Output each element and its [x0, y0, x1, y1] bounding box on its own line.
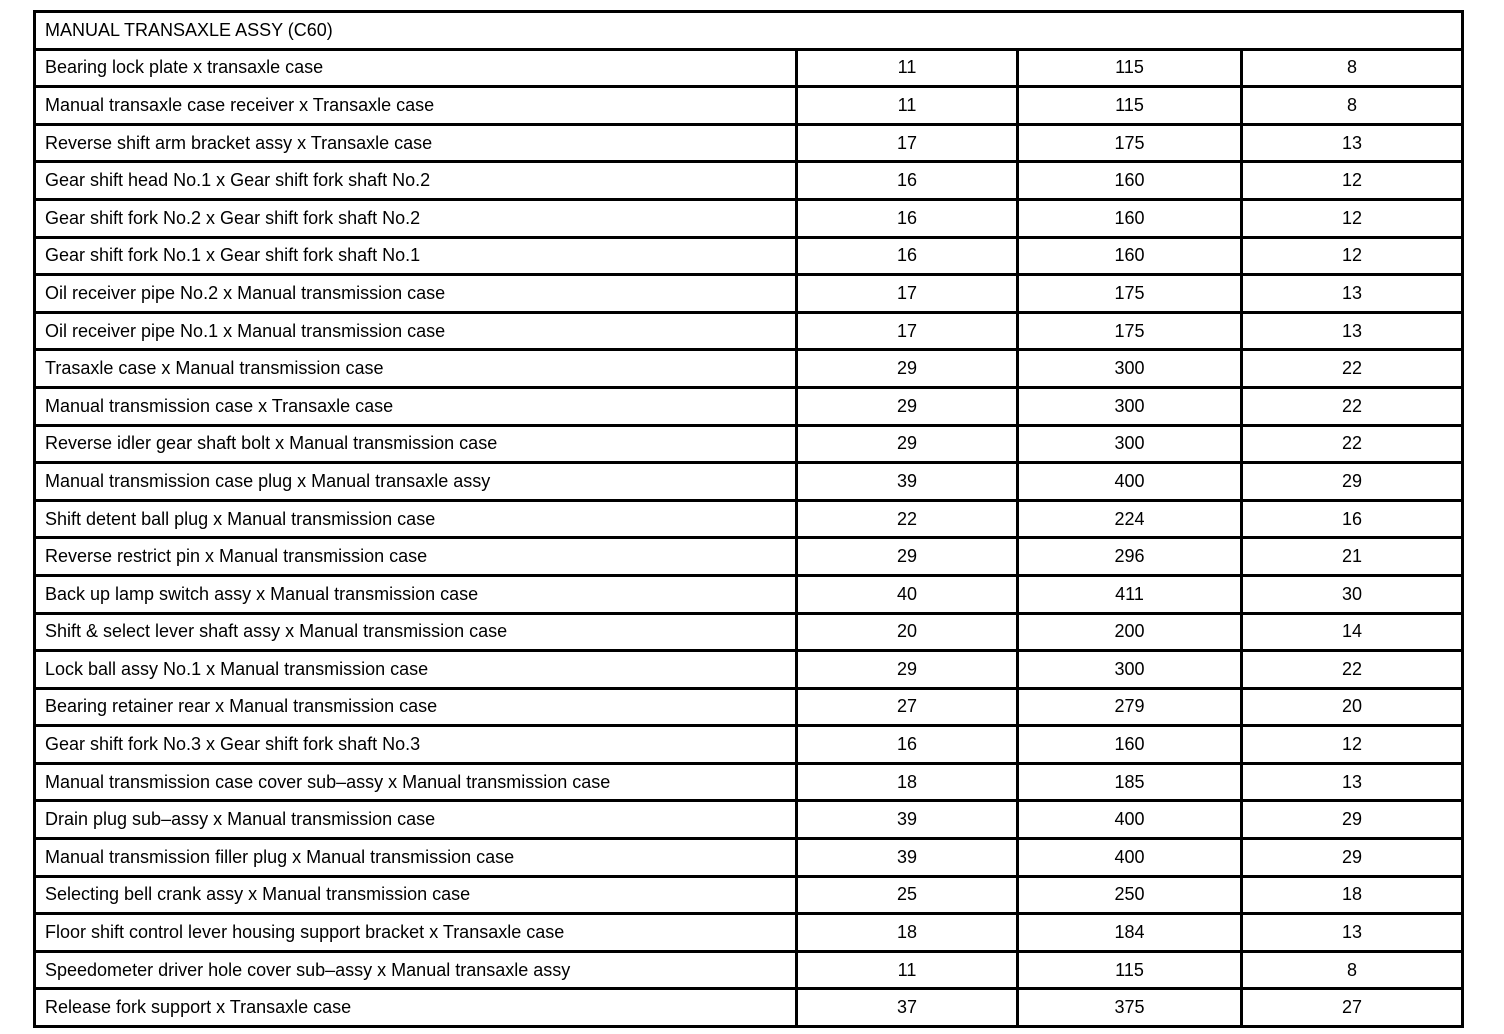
torque-value-col3: 12	[1242, 162, 1463, 200]
table-row	[35, 124, 1463, 162]
table-row	[35, 763, 1463, 801]
torque-value-col2: 400	[1018, 801, 1242, 839]
fastener-description: Reverse idler gear shaft bolt x Manual transmission case	[35, 425, 797, 463]
torque-value-col2: 279	[1018, 688, 1242, 726]
torque-value-col3: 27	[1242, 989, 1463, 1027]
table-row	[35, 237, 1463, 275]
torque-value-col1: 25	[797, 876, 1018, 914]
torque-value-col1: 17	[797, 275, 1018, 313]
torque-value-col1: 37	[797, 989, 1018, 1027]
fastener-description: Manual transmission filler plug x Manual transmission case	[35, 839, 797, 877]
torque-value-col3: 29	[1242, 463, 1463, 501]
torque-value-col1: 17	[797, 124, 1018, 162]
torque-value-col2: 400	[1018, 839, 1242, 877]
torque-value-col3: 12	[1242, 237, 1463, 275]
table-title-row	[35, 12, 1463, 50]
table-row	[35, 350, 1463, 388]
torque-value-col3: 13	[1242, 914, 1463, 952]
table-title: MANUAL TRANSAXLE ASSY (C60)	[35, 12, 1463, 50]
torque-value-col3: 12	[1242, 726, 1463, 764]
fastener-description: Selecting bell crank assy x Manual transmission case	[35, 876, 797, 914]
torque-value-col3: 30	[1242, 575, 1463, 613]
fastener-description: Gear shift fork No.1 x Gear shift fork shaft No.1	[35, 237, 797, 275]
torque-value-col1: 39	[797, 839, 1018, 877]
fastener-description: Reverse shift arm bracket assy x Transaxle case	[35, 124, 797, 162]
table-row	[35, 425, 1463, 463]
torque-value-col2: 115	[1018, 87, 1242, 125]
torque-value-col2: 160	[1018, 162, 1242, 200]
torque-value-col3: 29	[1242, 801, 1463, 839]
fastener-description: Oil receiver pipe No.2 x Manual transmission case	[35, 275, 797, 313]
torque-value-col2: 411	[1018, 575, 1242, 613]
torque-value-col1: 16	[797, 726, 1018, 764]
fastener-description: Manual transaxle case receiver x Transaxle case	[35, 87, 797, 125]
torque-value-col3: 8	[1242, 87, 1463, 125]
table-row	[35, 275, 1463, 313]
table-row	[35, 801, 1463, 839]
fastener-description: Gear shift fork No.2 x Gear shift fork shaft No.2	[35, 199, 797, 237]
torque-value-col2: 115	[1018, 951, 1242, 989]
fastener-description: Bearing lock plate x transaxle case	[35, 49, 797, 87]
torque-value-col1: 11	[797, 951, 1018, 989]
fastener-description: Floor shift control lever housing support bracket x Transaxle case	[35, 914, 797, 952]
torque-value-col2: 160	[1018, 726, 1242, 764]
torque-value-col3: 13	[1242, 275, 1463, 313]
torque-value-col1: 11	[797, 49, 1018, 87]
torque-value-col3: 13	[1242, 124, 1463, 162]
torque-value-col1: 39	[797, 463, 1018, 501]
torque-value-col1: 20	[797, 613, 1018, 651]
torque-value-col2: 160	[1018, 237, 1242, 275]
torque-value-col3: 14	[1242, 613, 1463, 651]
torque-value-col3: 22	[1242, 387, 1463, 425]
table-row	[35, 463, 1463, 501]
table-row	[35, 688, 1463, 726]
torque-value-col1: 27	[797, 688, 1018, 726]
table-row	[35, 839, 1463, 877]
torque-value-col2: 175	[1018, 124, 1242, 162]
torque-value-col2: 250	[1018, 876, 1242, 914]
fastener-description: Back up lamp switch assy x Manual transmission case	[35, 575, 797, 613]
torque-value-col1: 29	[797, 350, 1018, 388]
torque-value-col3: 13	[1242, 763, 1463, 801]
fastener-description: Reverse restrict pin x Manual transmission case	[35, 538, 797, 576]
table-row	[35, 538, 1463, 576]
fastener-description: Trasaxle case x Manual transmission case	[35, 350, 797, 388]
torque-spec-table	[33, 10, 1464, 1028]
table-row	[35, 876, 1463, 914]
fastener-description: Gear shift fork No.3 x Gear shift fork shaft No.3	[35, 726, 797, 764]
torque-value-col1: 40	[797, 575, 1018, 613]
table-row	[35, 312, 1463, 350]
table-row	[35, 87, 1463, 125]
table-row	[35, 651, 1463, 689]
torque-value-col1: 18	[797, 763, 1018, 801]
fastener-description: Lock ball assy No.1 x Manual transmission case	[35, 651, 797, 689]
fastener-description: Shift detent ball plug x Manual transmission case	[35, 500, 797, 538]
torque-value-col1: 17	[797, 312, 1018, 350]
fastener-description: Drain plug sub–assy x Manual transmission case	[35, 801, 797, 839]
torque-value-col1: 16	[797, 199, 1018, 237]
torque-value-col2: 300	[1018, 387, 1242, 425]
torque-value-col3: 29	[1242, 839, 1463, 877]
torque-value-col1: 16	[797, 237, 1018, 275]
torque-value-col3: 22	[1242, 425, 1463, 463]
torque-value-col3: 21	[1242, 538, 1463, 576]
table-row	[35, 387, 1463, 425]
torque-value-col1: 22	[797, 500, 1018, 538]
torque-value-col2: 300	[1018, 425, 1242, 463]
torque-value-col3: 16	[1242, 500, 1463, 538]
fastener-description: Manual transmission case cover sub–assy x Manual transmission case	[35, 763, 797, 801]
fastener-description: Release fork support x Transaxle case	[35, 989, 797, 1027]
table-row	[35, 575, 1463, 613]
torque-value-col3: 12	[1242, 199, 1463, 237]
torque-value-col1: 16	[797, 162, 1018, 200]
fastener-description: Bearing retainer rear x Manual transmission case	[35, 688, 797, 726]
torque-value-col2: 296	[1018, 538, 1242, 576]
torque-value-col2: 200	[1018, 613, 1242, 651]
torque-value-col3: 22	[1242, 651, 1463, 689]
torque-value-col2: 175	[1018, 275, 1242, 313]
fastener-description: Shift & select lever shaft assy x Manual transmission case	[35, 613, 797, 651]
fastener-description: Speedometer driver hole cover sub–assy x Manual transaxle assy	[35, 951, 797, 989]
torque-value-col1: 18	[797, 914, 1018, 952]
torque-value-col1: 39	[797, 801, 1018, 839]
torque-value-col1: 29	[797, 425, 1018, 463]
torque-value-col3: 8	[1242, 951, 1463, 989]
spec-table-body	[35, 49, 1463, 1026]
fastener-description: Manual transmission case plug x Manual transaxle assy	[35, 463, 797, 501]
table-row	[35, 989, 1463, 1027]
fastener-description: Gear shift head No.1 x Gear shift fork shaft No.2	[35, 162, 797, 200]
torque-value-col1: 29	[797, 538, 1018, 576]
torque-value-col3: 20	[1242, 688, 1463, 726]
torque-value-col3: 18	[1242, 876, 1463, 914]
table-row	[35, 199, 1463, 237]
torque-value-col1: 11	[797, 87, 1018, 125]
torque-value-col2: 400	[1018, 463, 1242, 501]
torque-value-col3: 13	[1242, 312, 1463, 350]
table-row	[35, 613, 1463, 651]
table-row	[35, 162, 1463, 200]
torque-value-col2: 184	[1018, 914, 1242, 952]
torque-value-col1: 29	[797, 651, 1018, 689]
torque-value-col2: 160	[1018, 199, 1242, 237]
torque-value-col1: 29	[797, 387, 1018, 425]
torque-value-col2: 300	[1018, 350, 1242, 388]
torque-value-col3: 8	[1242, 49, 1463, 87]
table-row	[35, 500, 1463, 538]
torque-value-col2: 300	[1018, 651, 1242, 689]
torque-value-col2: 375	[1018, 989, 1242, 1027]
fastener-description: Oil receiver pipe No.1 x Manual transmission case	[35, 312, 797, 350]
fastener-description: Manual transmission case x Transaxle case	[35, 387, 797, 425]
torque-value-col2: 175	[1018, 312, 1242, 350]
table-row	[35, 914, 1463, 952]
table-row	[35, 49, 1463, 87]
table-row	[35, 726, 1463, 764]
torque-value-col2: 185	[1018, 763, 1242, 801]
torque-value-col2: 115	[1018, 49, 1242, 87]
table-row	[35, 951, 1463, 989]
torque-value-col2: 224	[1018, 500, 1242, 538]
torque-value-col3: 22	[1242, 350, 1463, 388]
